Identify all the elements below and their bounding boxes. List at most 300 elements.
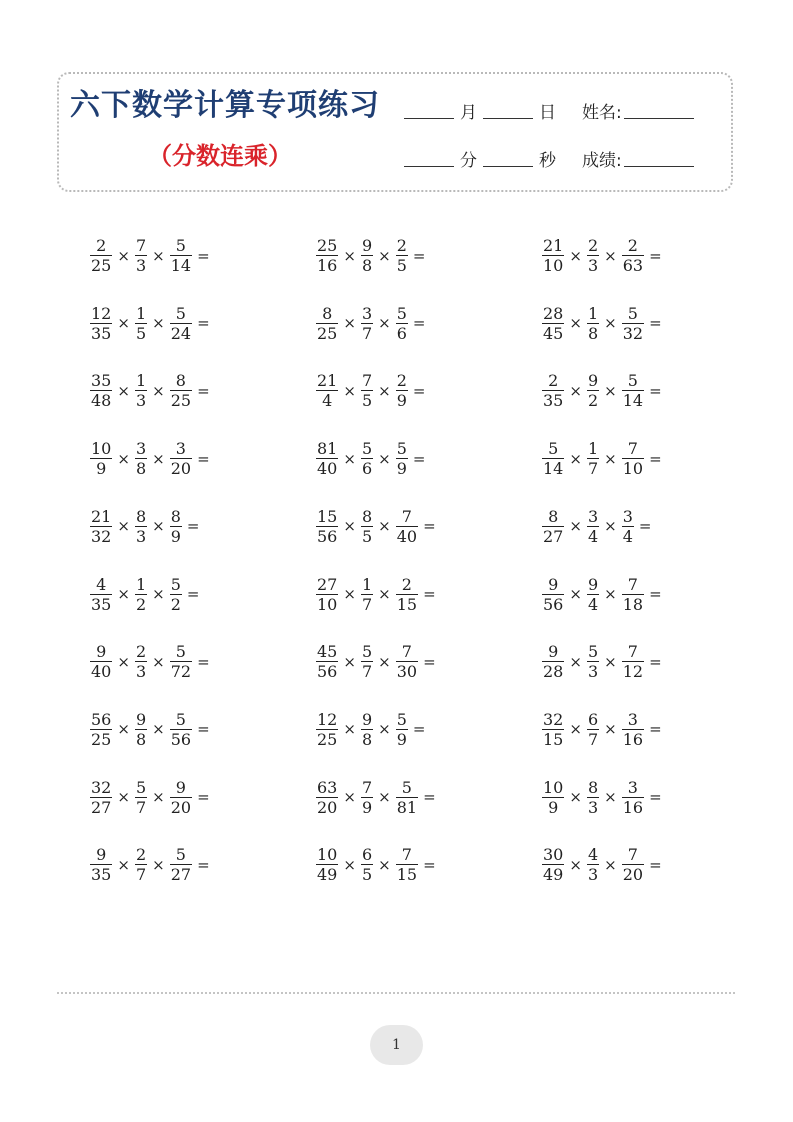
equals-sign: = xyxy=(649,381,662,400)
equals-sign: = xyxy=(197,652,210,671)
equals-sign: = xyxy=(412,314,426,333)
numerator: 5 xyxy=(170,574,181,594)
equals-sign: = xyxy=(649,246,662,265)
times-sign: × xyxy=(604,720,617,739)
fraction xyxy=(90,576,112,613)
denominator: 7 xyxy=(361,662,373,682)
second-blank[interactable] xyxy=(483,166,533,167)
times-sign: × xyxy=(604,246,617,265)
numerator: 5 xyxy=(548,439,559,459)
fraction xyxy=(361,643,373,680)
fraction xyxy=(361,846,373,883)
numerator: 28 xyxy=(543,303,564,323)
numerator: 5 xyxy=(627,303,638,323)
denominator: 56 xyxy=(543,594,564,614)
times-sign: × xyxy=(343,246,356,265)
times-sign: × xyxy=(343,314,356,333)
times-sign: × xyxy=(117,585,130,603)
times-sign: × xyxy=(378,788,391,807)
fraction xyxy=(170,576,182,613)
equals-sign: = xyxy=(412,246,426,265)
fraction xyxy=(587,305,599,342)
times-sign: × xyxy=(604,517,617,536)
fraction xyxy=(622,237,644,274)
fraction xyxy=(542,711,564,748)
times-sign: × xyxy=(378,585,391,603)
equals-sign: = xyxy=(197,246,210,265)
fraction xyxy=(622,846,644,883)
times-sign: × xyxy=(604,855,617,874)
numerator: 5 xyxy=(401,777,412,797)
denominator: 15 xyxy=(543,729,564,749)
numerator: 5 xyxy=(361,439,373,459)
numerator: 27 xyxy=(317,574,338,594)
fraction xyxy=(135,576,147,613)
problem-item xyxy=(88,237,213,274)
times-sign: × xyxy=(343,381,356,400)
footer-divider xyxy=(57,992,735,994)
times-sign: × xyxy=(604,381,617,400)
times-sign: × xyxy=(152,449,165,468)
times-sign: × xyxy=(152,585,165,603)
problem-item xyxy=(88,576,202,613)
time-score-row xyxy=(404,146,694,171)
numerator: 56 xyxy=(91,709,112,729)
times-sign: × xyxy=(604,449,617,468)
denominator: 32 xyxy=(91,526,112,546)
equals-sign: = xyxy=(649,449,662,468)
equals-sign: = xyxy=(197,720,210,739)
times-sign: × xyxy=(343,585,356,603)
numerator: 45 xyxy=(317,642,338,662)
denominator: 16 xyxy=(622,797,644,817)
equals-sign: = xyxy=(197,381,210,400)
numerator: 5 xyxy=(396,439,407,459)
equals-sign: = xyxy=(412,449,426,468)
fraction xyxy=(542,305,564,342)
fraction xyxy=(135,779,147,816)
fraction xyxy=(170,305,192,342)
equals-sign: = xyxy=(649,788,662,807)
fraction xyxy=(316,711,338,748)
worksheet-subtitle: （分数连乘） xyxy=(148,142,292,170)
fraction xyxy=(135,846,147,883)
fraction xyxy=(396,372,408,409)
denominator: 35 xyxy=(543,391,564,411)
equals-sign: = xyxy=(423,585,436,603)
numerator: 3 xyxy=(627,709,638,729)
denominator: 8 xyxy=(361,256,373,275)
denominator: 7 xyxy=(587,729,599,749)
problem-item xyxy=(314,372,428,409)
numerator: 2 xyxy=(135,845,147,865)
numerator: 7 xyxy=(401,845,412,865)
fraction xyxy=(316,643,338,680)
denominator: 8 xyxy=(135,729,147,749)
name-blank[interactable] xyxy=(624,118,694,119)
denominator: 2 xyxy=(587,391,599,411)
denominator: 3 xyxy=(587,865,599,885)
problem-item xyxy=(314,508,439,545)
times-sign: × xyxy=(117,314,130,333)
fraction xyxy=(170,237,192,274)
equals-sign: = xyxy=(412,720,426,739)
numerator: 21 xyxy=(91,506,112,526)
times-sign: × xyxy=(152,246,165,265)
denominator: 9 xyxy=(548,797,559,817)
times-sign: × xyxy=(117,449,130,468)
times-sign: × xyxy=(604,314,617,333)
score-label: 成绩: xyxy=(582,151,622,171)
numerator: 5 xyxy=(361,642,373,662)
denominator: 45 xyxy=(543,323,564,343)
problem-item xyxy=(314,576,439,613)
times-sign: × xyxy=(604,585,617,603)
fraction xyxy=(622,305,644,342)
numerator: 7 xyxy=(627,845,638,865)
numerator: 4 xyxy=(96,574,107,594)
fraction xyxy=(135,643,147,680)
problem-item xyxy=(88,372,213,409)
times-sign: × xyxy=(604,788,617,807)
denominator: 10 xyxy=(543,256,564,275)
times-sign: × xyxy=(117,720,130,739)
numerator: 7 xyxy=(627,642,638,662)
page-number: 1 xyxy=(392,1037,401,1053)
fraction xyxy=(396,576,418,613)
equals-sign: = xyxy=(649,720,662,739)
numerator: 7 xyxy=(627,574,638,594)
times-sign: × xyxy=(569,381,582,400)
fraction xyxy=(361,576,373,613)
times-sign: × xyxy=(569,314,582,333)
fraction xyxy=(622,779,644,816)
denominator: 5 xyxy=(396,256,407,275)
numerator: 3 xyxy=(361,303,373,323)
denominator: 63 xyxy=(622,256,644,275)
times-sign: × xyxy=(152,652,165,671)
problem-item xyxy=(540,305,665,342)
times-sign: × xyxy=(152,314,165,333)
times-sign: × xyxy=(152,517,165,536)
times-sign: × xyxy=(569,720,582,739)
month-blank[interactable] xyxy=(404,118,454,119)
denominator: 20 xyxy=(317,797,338,817)
fraction xyxy=(396,643,418,680)
fraction xyxy=(587,508,599,545)
fraction xyxy=(170,846,192,883)
numerator: 5 xyxy=(175,236,186,255)
numerator: 21 xyxy=(543,236,564,255)
numerator: 9 xyxy=(96,642,107,662)
denominator: 8 xyxy=(135,459,147,479)
equals-sign: = xyxy=(197,314,210,333)
times-sign: × xyxy=(117,246,130,265)
name-label: 姓名: xyxy=(582,103,622,123)
fraction xyxy=(316,576,338,613)
denominator: 72 xyxy=(170,662,192,682)
score-blank[interactable] xyxy=(624,166,694,167)
fraction xyxy=(90,305,112,342)
denominator: 9 xyxy=(396,459,407,479)
denominator: 3 xyxy=(587,797,599,817)
times-sign: × xyxy=(569,517,582,536)
fraction xyxy=(90,440,112,477)
equals-sign: = xyxy=(186,517,200,536)
equals-sign: = xyxy=(649,314,662,333)
fraction xyxy=(170,372,192,409)
numerator: 7 xyxy=(361,777,373,797)
numerator: 10 xyxy=(91,439,112,459)
numerator: 5 xyxy=(587,642,599,662)
denominator: 25 xyxy=(91,256,112,275)
minute-blank[interactable] xyxy=(404,166,454,167)
numerator: 81 xyxy=(317,439,338,459)
problem-item xyxy=(540,711,665,748)
fraction xyxy=(396,305,408,342)
times-sign: × xyxy=(152,381,165,400)
fraction xyxy=(361,305,373,342)
numerator: 9 xyxy=(96,845,107,865)
denominator: 4 xyxy=(322,391,333,411)
times-sign: × xyxy=(343,720,356,739)
denominator: 27 xyxy=(91,797,112,817)
problem-item xyxy=(88,846,213,883)
problem-item xyxy=(314,305,428,342)
fraction xyxy=(90,711,112,748)
numerator: 8 xyxy=(587,777,599,797)
denominator: 10 xyxy=(622,459,644,479)
numerator: 3 xyxy=(175,439,186,459)
day-label: 日 xyxy=(539,103,556,123)
equals-sign: = xyxy=(197,855,210,874)
denominator: 9 xyxy=(361,797,373,817)
times-sign: × xyxy=(152,855,165,874)
fraction xyxy=(396,440,408,477)
denominator: 16 xyxy=(317,256,338,275)
numerator: 8 xyxy=(135,506,147,526)
denominator: 4 xyxy=(587,594,599,614)
denominator: 8 xyxy=(361,729,373,749)
denominator: 14 xyxy=(622,391,644,411)
fraction xyxy=(361,237,373,274)
denominator: 9 xyxy=(396,391,407,411)
fraction xyxy=(622,711,644,748)
numerator: 9 xyxy=(135,709,147,729)
denominator: 20 xyxy=(170,797,192,817)
date-name-row xyxy=(404,98,694,123)
fraction xyxy=(622,440,644,477)
fraction xyxy=(90,508,112,545)
numerator: 2 xyxy=(396,236,407,255)
denominator: 3 xyxy=(135,526,147,546)
denominator: 35 xyxy=(91,323,112,343)
fraction xyxy=(587,643,599,680)
fraction xyxy=(396,711,408,748)
numerator: 3 xyxy=(622,506,633,526)
numerator: 15 xyxy=(317,506,338,526)
equals-sign: = xyxy=(423,652,436,671)
numerator: 1 xyxy=(587,303,599,323)
denominator: 49 xyxy=(543,865,564,885)
denominator: 4 xyxy=(587,526,599,546)
numerator: 2 xyxy=(587,236,599,255)
numerator: 7 xyxy=(401,642,412,662)
problem-item xyxy=(314,643,439,680)
numerator: 9 xyxy=(587,371,599,391)
fraction xyxy=(90,237,112,274)
denominator: 15 xyxy=(396,594,418,614)
numerator: 9 xyxy=(548,574,559,594)
times-sign: × xyxy=(343,652,356,671)
fraction xyxy=(396,779,418,816)
problem-item xyxy=(540,440,665,477)
denominator: 12 xyxy=(622,662,644,682)
times-sign: × xyxy=(117,381,130,400)
numerator: 8 xyxy=(322,303,333,323)
fraction xyxy=(135,237,147,274)
denominator: 7 xyxy=(135,797,147,817)
numerator: 4 xyxy=(587,845,599,865)
fraction xyxy=(542,237,564,274)
numerator: 1 xyxy=(135,371,147,391)
denominator: 3 xyxy=(135,662,147,682)
times-sign: × xyxy=(378,720,391,739)
denominator: 5 xyxy=(135,323,147,343)
fraction xyxy=(542,372,564,409)
denominator: 6 xyxy=(396,323,407,343)
denominator: 27 xyxy=(170,865,192,885)
fraction xyxy=(135,305,147,342)
equals-sign: = xyxy=(649,855,662,874)
numerator: 9 xyxy=(361,236,373,255)
fraction xyxy=(135,711,147,748)
fraction xyxy=(90,643,112,680)
fraction xyxy=(316,779,338,816)
fraction xyxy=(316,846,338,883)
numerator: 5 xyxy=(627,371,638,391)
times-sign: × xyxy=(343,517,356,536)
denominator: 7 xyxy=(135,865,147,885)
fraction xyxy=(396,508,418,545)
fraction xyxy=(316,372,338,409)
denominator: 7 xyxy=(587,459,599,479)
denominator: 24 xyxy=(170,323,192,343)
fraction xyxy=(316,305,338,342)
problem-item xyxy=(88,711,213,748)
numerator: 12 xyxy=(91,303,112,323)
fraction xyxy=(542,440,564,477)
numerator: 2 xyxy=(396,371,407,391)
numerator: 7 xyxy=(401,506,412,526)
numerator: 5 xyxy=(135,777,147,797)
numerator: 6 xyxy=(587,709,599,729)
fraction xyxy=(542,779,564,816)
fraction xyxy=(587,237,599,274)
equals-sign: = xyxy=(186,585,200,603)
denominator: 10 xyxy=(317,594,338,614)
denominator: 56 xyxy=(317,662,338,682)
problem-item xyxy=(540,372,665,409)
numerator: 5 xyxy=(175,845,186,865)
denominator: 40 xyxy=(396,526,418,546)
denominator: 2 xyxy=(170,594,181,614)
times-sign: × xyxy=(378,449,391,468)
numerator: 1 xyxy=(587,439,599,459)
equals-sign: = xyxy=(649,585,662,603)
problem-item xyxy=(540,576,665,613)
times-sign: × xyxy=(117,788,130,807)
numerator: 7 xyxy=(627,439,638,459)
fraction xyxy=(361,711,373,748)
fraction xyxy=(396,846,418,883)
times-sign: × xyxy=(378,381,391,400)
times-sign: × xyxy=(343,855,356,874)
times-sign: × xyxy=(152,788,165,807)
times-sign: × xyxy=(378,314,391,333)
denominator: 20 xyxy=(170,459,192,479)
fraction xyxy=(316,440,338,477)
fraction xyxy=(587,372,599,409)
denominator: 81 xyxy=(396,797,418,817)
denominator: 2 xyxy=(135,594,147,614)
fraction xyxy=(622,643,644,680)
denominator: 6 xyxy=(361,459,373,479)
page-number-badge xyxy=(370,1025,423,1065)
equals-sign: = xyxy=(197,788,210,807)
numerator: 63 xyxy=(317,777,338,797)
denominator: 3 xyxy=(135,256,147,275)
fraction xyxy=(622,372,644,409)
fraction xyxy=(135,440,147,477)
numerator: 7 xyxy=(361,371,373,391)
problem-item xyxy=(314,440,428,477)
numerator: 30 xyxy=(543,845,564,865)
numerator: 8 xyxy=(170,506,181,526)
equals-sign: = xyxy=(638,517,652,536)
denominator: 20 xyxy=(622,865,644,885)
denominator: 14 xyxy=(543,459,564,479)
denominator: 25 xyxy=(170,391,192,411)
denominator: 56 xyxy=(170,729,192,749)
second-label: 秒 xyxy=(539,151,556,171)
numerator: 5 xyxy=(175,303,186,323)
fraction xyxy=(90,846,112,883)
worksheet-title: 六下数学计算专项练习 xyxy=(70,88,380,123)
times-sign: × xyxy=(569,246,582,265)
times-sign: × xyxy=(378,246,391,265)
numerator: 32 xyxy=(91,777,112,797)
month-label: 月 xyxy=(460,103,477,123)
problem-item xyxy=(540,779,665,816)
fraction xyxy=(587,779,599,816)
day-blank[interactable] xyxy=(483,118,533,119)
denominator: 3 xyxy=(587,256,599,275)
problem-item xyxy=(88,305,213,342)
numerator: 8 xyxy=(361,506,373,526)
numerator: 9 xyxy=(587,574,599,594)
numerator: 12 xyxy=(317,709,338,729)
numerator: 5 xyxy=(396,303,407,323)
problem-item xyxy=(314,711,428,748)
numerator: 9 xyxy=(361,709,373,729)
fraction xyxy=(622,576,644,613)
problem-item xyxy=(314,237,428,274)
numerator: 7 xyxy=(135,236,147,255)
denominator: 9 xyxy=(170,526,181,546)
denominator: 18 xyxy=(622,594,644,614)
denominator: 40 xyxy=(91,662,112,682)
